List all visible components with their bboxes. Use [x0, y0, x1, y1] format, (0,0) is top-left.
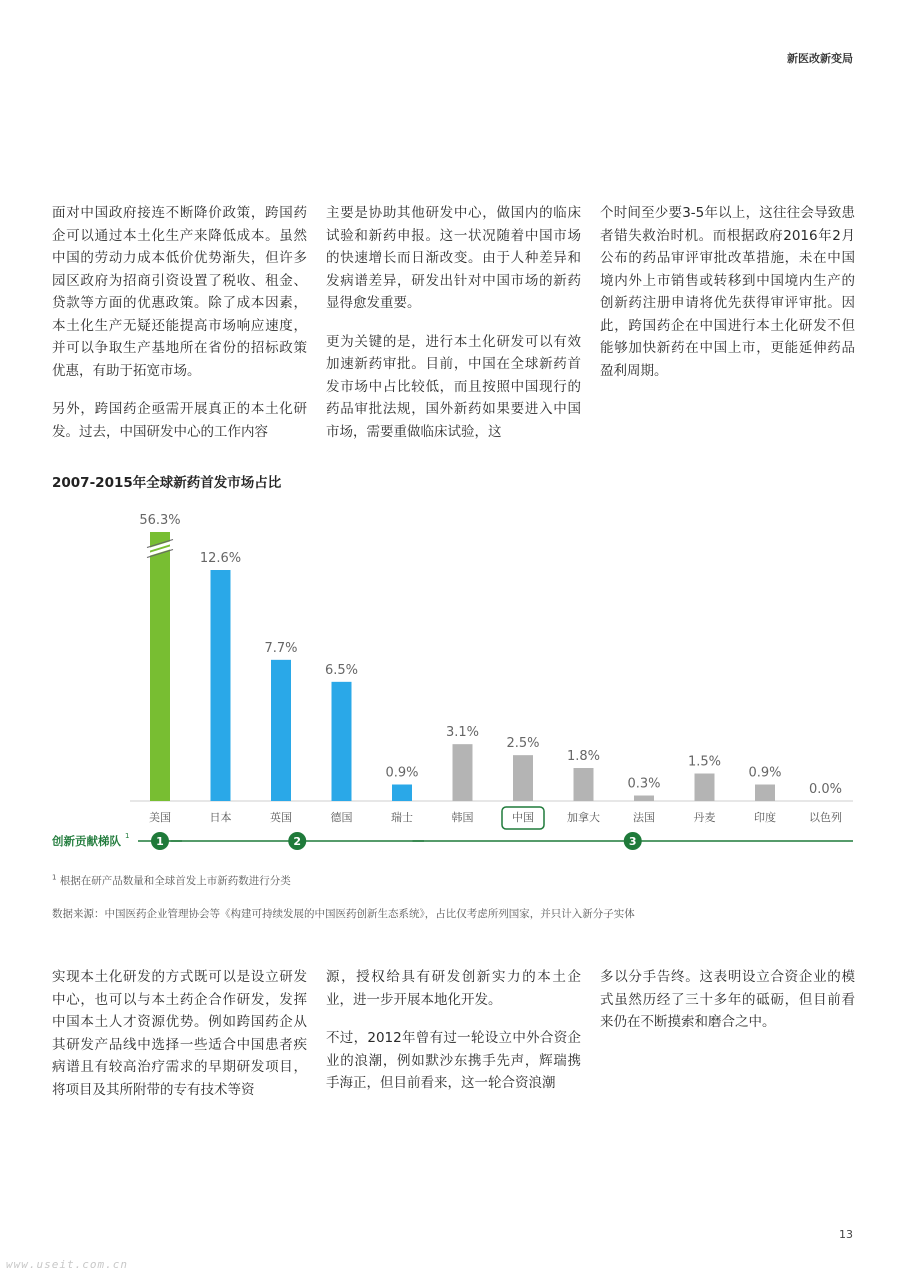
category-label: 法国 — [633, 811, 655, 824]
data-source: 数据来源：中国医药企业管理协会等《构建可持续发展的中国医药创新生态系统》，占比仅考虑所列国家，并只计入新分子实体 — [52, 908, 635, 920]
category-label: 德国 — [330, 811, 353, 824]
category-label: 丹麦 — [693, 811, 716, 824]
paragraph: 个时间至少要3-5年以上，这往往会导致患者错失救治时机。而根据政府2016年2月公布的药品审评审批改革措施，未在中国境内外上市销售或转移到中国境内生产的创新药注册申请将优先获得审评审批。因此，跨国药企在中国进行本土化研发不但能够加快新药在中国上市，更能延伸药品盈利周期。 — [600, 205, 855, 379]
category-label: 印度 — [754, 811, 776, 824]
bar-美国 — [150, 532, 170, 801]
bottom-column-2 — [326, 966, 581, 1111]
value-label: 0.3% — [627, 776, 661, 792]
paragraph: 源，授权给具有研发创新实力的本土企业，进一步开展本地化开发。 — [326, 969, 581, 1008]
value-label: 0.9% — [748, 765, 782, 781]
tier-marker-label: 3 — [628, 835, 637, 848]
bar-瑞士 — [392, 785, 412, 802]
category-label: 以色列 — [809, 811, 842, 824]
paragraph: 主要是协助其他研发中心，做国内的临床试验和新药申报。这一状况随着中国市场的快速增长而日渐改变。由于人种差异和发病谱差异，研发出针对中国市场的新药显得愈发重要。 — [326, 205, 581, 311]
bar-中国 — [513, 755, 533, 801]
category-label: 英国 — [270, 811, 292, 824]
category-label: 加拿大 — [567, 811, 600, 824]
bar-英国 — [271, 660, 291, 801]
paragraph: 面对中国政府接连不断降价政策，跨国药企可以通过本土化生产来降低成本。虽然中国的劳动力成本低价优势渐失，但许多园区政府为招商引资设置了税收、租金、贷款等方面的优惠政策。除了成本因素，本土化生产无疑还能提高市场响应速度，并可以争取生产基地所在省份的招标政策优惠，有助于拓宽市场。 — [52, 205, 307, 379]
category-label: 日本 — [209, 811, 232, 824]
bottom-column-3 — [600, 966, 855, 1050]
top-column-2 — [326, 202, 581, 459]
paragraph: 另外，跨国药企亟需开展真正的本土化研发。过去，中国研发中心的工作内容 — [52, 401, 307, 440]
bar-德国 — [332, 682, 352, 801]
top-column-1 — [52, 202, 307, 459]
paragraph: 不过，2012年曾有过一轮设立中外合资企业的浪潮，例如默沙东携手先声，辉瑞携手海正，但目前看来，这一轮合资浪潮 — [326, 1030, 581, 1091]
page-number: 13 — [839, 1228, 853, 1241]
value-label: 1.8% — [566, 749, 601, 764]
value-label: 3.1% — [445, 725, 480, 741]
bar-丹麦 — [695, 774, 715, 802]
tier-marker-label: 1 — [156, 835, 164, 848]
value-label: 2.5% — [506, 736, 540, 752]
value-label: 12.6% — [199, 551, 242, 566]
paragraph: 更为关键的是，进行本土化研发可以有效加速新药审批。目前，中国在全球新药首发市场中占比较低，而且按照中国现行的药品审批法规，国外新药如果要进入中国市场，需要重做临床试验，这 — [326, 333, 581, 440]
footnote-text: 根据在研产品数量和全球首发上市新药数进行分类 — [59, 875, 291, 887]
bottom-column-1 — [52, 966, 307, 1117]
value-label: 0.0% — [808, 782, 843, 797]
section-tag: 新医改新变局 — [787, 52, 853, 65]
bar-法国 — [634, 796, 654, 802]
tier-marker-label: 2 — [293, 835, 302, 848]
value-label: 0.9% — [385, 765, 419, 781]
tier-label: 创新贡献梯队 — [52, 834, 121, 848]
bar-日本 — [211, 570, 231, 801]
category-label: 中国 — [512, 811, 534, 824]
category-label: 瑞士 — [391, 811, 413, 824]
value-label: 7.7% — [264, 640, 298, 656]
bar-印度 — [755, 785, 775, 802]
footnote — [52, 873, 291, 888]
footnote-marker: 1 — [52, 873, 57, 882]
bar-加拿大 — [574, 768, 594, 801]
paragraph: 多以分手告终。这表明设立合资企业的模式虽然历经了三十多年的砥砺，但目前看来仍在不断摸索和磨合之中。 — [600, 969, 855, 1030]
value-label: 6.5% — [324, 662, 359, 678]
category-label: 韩国 — [451, 811, 474, 824]
bar-chart — [0, 500, 905, 860]
watermark: www.useit.com.cn — [6, 1258, 128, 1271]
bar-韩国 — [453, 744, 473, 801]
value-label: 1.5% — [687, 754, 722, 770]
category-label: 美国 — [149, 811, 171, 824]
value-label: 56.3% — [139, 513, 181, 528]
chart-title: 2007-2015年全球新药首发市场占比 — [52, 475, 282, 491]
tier-label-sup: 1 — [125, 832, 130, 840]
top-column-3 — [600, 202, 855, 398]
paragraph: 实现本土化研发的方式既可以是设立研发中心，也可以与本土药企合作研发，发挥中国本土人才资源优势。例如跨国药企从其研发产品线中选择一些适合中国患者疾病谱且有较高治疗需求的早期研发项目，将项目及其所附带的专有技术等资 — [52, 969, 307, 1098]
